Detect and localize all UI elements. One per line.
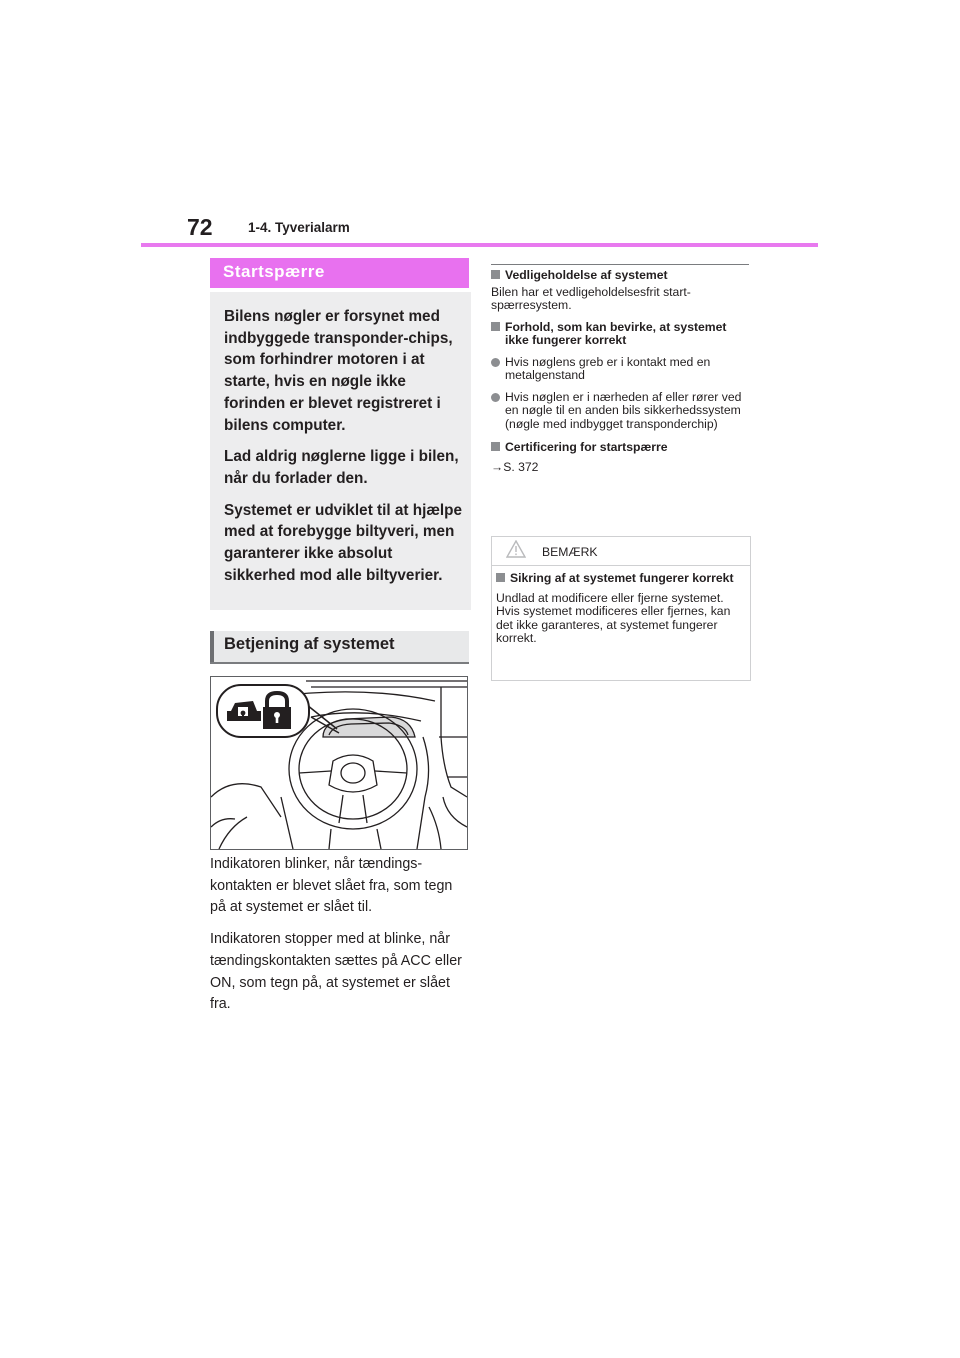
notice-text: Undlad at modificere eller fjerne systemet. Hvis systemet modificeres eller fjernes, kan det ikke garanteres, at systemet fungerer korrekt. [496, 590, 731, 645]
body-paragraph: Indikatoren blinker, når tændings-kontakten er blevet slået fra, som tegn på at systemet er slået til. [210, 856, 453, 916]
list-item-text: Hvis nøglen er i nærheden af eller rører ved en nøgle til en anden bils sikkerhedssystem (nøgle med indbygget transponderchip) [505, 389, 742, 431]
list-item-text: Hvis nøglens greb er i kontakt med en metalgenstand [505, 354, 711, 382]
round-bullet-icon [491, 358, 500, 367]
startspaerre-heading-label: Startspærre [223, 262, 325, 281]
page-reference-link[interactable]: →S. 372 [491, 459, 539, 474]
notice-heading [496, 572, 746, 586]
maintenance-text: Bilen har et vedligeholdelsesfrit start-spærresystem. [491, 284, 691, 312]
info-paragraph: Bilens nøgler er forsynet med indbyggede transponder-chips, som forhindrer motoren i at starte, hvis en nøgle ikke forinden er blevet registreret i bilens computer. [224, 308, 453, 434]
operation-heading [210, 631, 469, 664]
security-indicator-icon [217, 685, 309, 737]
square-bullet-icon [491, 270, 500, 279]
cert-heading [491, 441, 751, 455]
conditions-heading [491, 321, 751, 348]
round-bullet-icon [491, 393, 500, 402]
maintenance-heading [491, 269, 751, 283]
operation-heading-label: Betjening af systemet [224, 635, 395, 653]
notice-box [491, 536, 751, 681]
list-item [491, 356, 751, 383]
notice-body [496, 572, 746, 654]
square-bullet-icon [491, 322, 500, 331]
right-column [491, 269, 751, 474]
list-item [491, 391, 751, 432]
startspaerre-heading [210, 258, 469, 288]
cert-heading-label: Certificering for startspærre [505, 440, 668, 454]
startspaerre-info-box [210, 292, 471, 610]
square-bullet-icon [491, 442, 500, 451]
page-number: 72 [187, 214, 213, 240]
conditions-heading-label: Forhold, som kan bevirke, at systemet ikke fungerer korrekt [505, 319, 727, 347]
right-column-rule [491, 264, 749, 265]
body-paragraph: Indikatoren stopper med at blinke, når tændingskontakten sættes på ACC eller ON, som tegn på, at systemet er slået fra. [210, 931, 462, 1013]
maintenance-heading-label: Vedligeholdelse af systemet [505, 268, 668, 282]
info-paragraph: Lad aldrig nøglerne ligge i bilen, når du forlader den. [224, 448, 459, 487]
dashboard-illustration [210, 676, 468, 850]
notice-header [492, 537, 750, 566]
warning-triangle-icon [506, 540, 526, 558]
notice-label: BEMÆRK [542, 545, 598, 559]
dashboard-drawing [211, 677, 467, 849]
section-title: 1-4. Tyverialarm [248, 220, 350, 235]
square-bullet-icon [496, 573, 505, 582]
header-rule [141, 243, 818, 247]
notice-heading-label: Sikring af at systemet fungerer korrekt [510, 571, 734, 585]
info-paragraph: Systemet er udviklet til at hjælpe med at forebygge biltyveri, men garanterer ikke absolut sikkerhed mod alle biltyverier. [224, 501, 463, 584]
indicator-description [210, 854, 468, 1026]
